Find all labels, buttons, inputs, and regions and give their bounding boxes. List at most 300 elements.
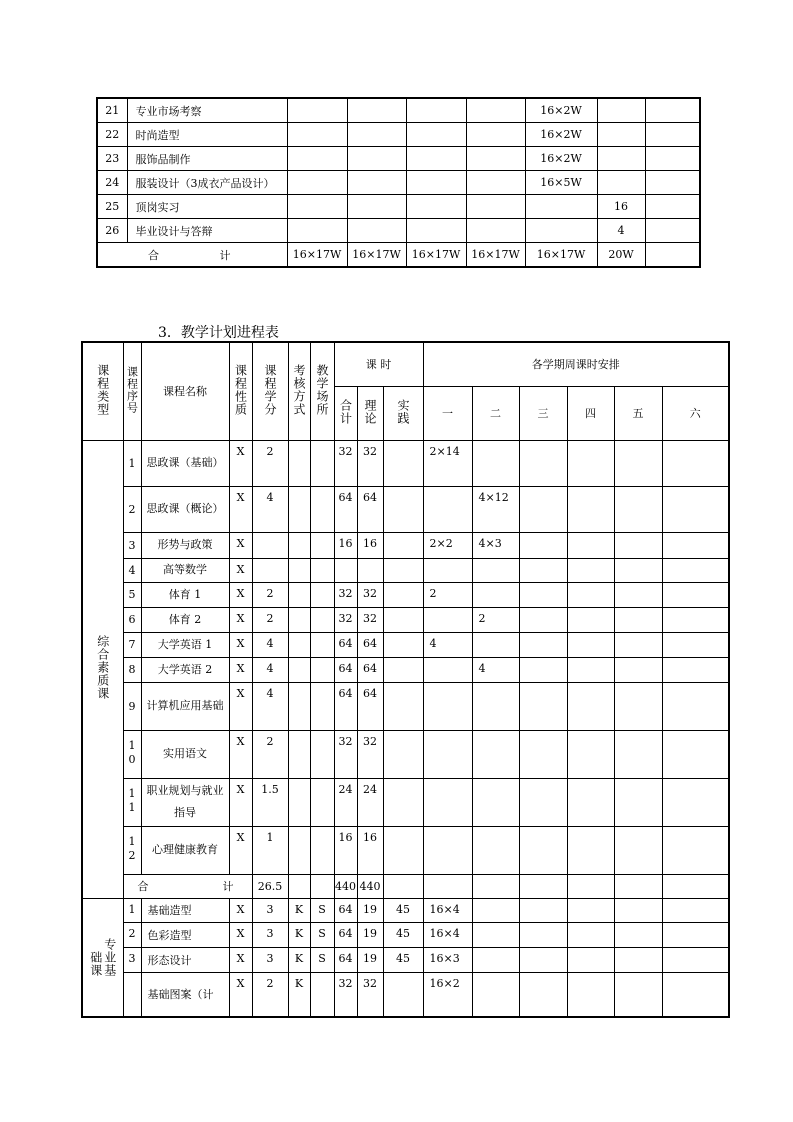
course-nature: X <box>229 947 252 972</box>
total-label-a: 合 <box>148 248 159 262</box>
hours-practice <box>383 607 423 632</box>
semester-6-hours <box>662 947 729 972</box>
course-nature: X <box>229 440 252 486</box>
course-nature: X <box>229 730 252 778</box>
semester-6-hours <box>662 657 729 682</box>
header-semester-3: 三 <box>519 386 567 440</box>
hours-theory: 16 <box>357 532 383 558</box>
semester-3-hours <box>519 922 567 947</box>
table-cell <box>406 98 466 123</box>
exam-method <box>288 682 310 730</box>
teaching-place <box>310 972 334 1017</box>
teaching-place <box>310 607 334 632</box>
table-cell <box>525 219 597 243</box>
semester-1-hours <box>423 657 472 682</box>
hours-total: 32 <box>334 972 357 1017</box>
semester-6-hours <box>662 607 729 632</box>
table-cell: 16 <box>597 195 645 219</box>
exam-method <box>288 558 310 582</box>
table-cell <box>597 123 645 147</box>
table-cell <box>645 98 700 123</box>
hours-practice <box>383 558 423 582</box>
subtotal-row <box>82 874 729 898</box>
hours-practice <box>383 682 423 730</box>
table-cell <box>287 147 347 171</box>
course-seq <box>123 440 141 486</box>
semester-6-hours <box>662 532 729 558</box>
semester-1-hours: 2 <box>423 582 472 607</box>
hours-theory: 32 <box>357 440 383 486</box>
semester-4-hours <box>567 440 614 486</box>
total-cell: 16×17W <box>406 243 466 268</box>
hours-theory: 19 <box>357 898 383 922</box>
course-nature: X <box>229 922 252 947</box>
semester-1-hours <box>423 778 472 826</box>
semester-4-hours <box>567 558 614 582</box>
hours-theory: 64 <box>357 682 383 730</box>
table-cell <box>466 171 525 195</box>
table-cell: 16×2W <box>525 98 597 123</box>
total-cell: 16×17W <box>466 243 525 268</box>
semester-6-hours <box>662 582 729 607</box>
total-cell <box>645 243 700 268</box>
teaching-place <box>310 632 334 657</box>
row-number: 21 <box>97 98 127 123</box>
semester-6-hours <box>662 558 729 582</box>
table-cell <box>466 123 525 147</box>
course-seq <box>123 532 141 558</box>
total-cell: 16×17W <box>525 243 597 268</box>
semester-2-hours <box>472 440 519 486</box>
course-nature: X <box>229 558 252 582</box>
course-seq-text: 7 <box>128 638 136 651</box>
header-hours-total: 合计 <box>334 386 357 440</box>
semester-6-hours <box>662 632 729 657</box>
course-name: 毕业设计与答辩 <box>127 219 287 243</box>
course-seq-text: 5 <box>128 588 136 601</box>
subtotal-semester-6 <box>662 874 729 898</box>
semester-2-hours <box>472 778 519 826</box>
semester-1-hours <box>423 486 472 532</box>
semester-4-hours <box>567 972 614 1017</box>
semester-2-hours <box>472 558 519 582</box>
table-cell <box>597 171 645 195</box>
semester-4-hours <box>567 898 614 922</box>
table-row <box>97 195 700 219</box>
hours-total: 32 <box>334 730 357 778</box>
subtotal-exam <box>288 874 310 898</box>
hours-total: 64 <box>334 947 357 972</box>
group-label-text-a: 专业基 <box>102 937 117 977</box>
course-nature: X <box>229 898 252 922</box>
semester-1-hours: 16×2 <box>423 972 472 1017</box>
semester-3-hours <box>519 682 567 730</box>
table-cell <box>347 123 406 147</box>
semester-3-hours <box>519 440 567 486</box>
semester-2-hours: 4×3 <box>472 532 519 558</box>
course-credit: 2 <box>252 440 288 486</box>
course-seq-text: 9 <box>128 699 136 713</box>
header-course-name: 课程名称 <box>141 342 229 440</box>
table-cell <box>645 171 700 195</box>
semester-5-hours <box>614 778 662 826</box>
table-row <box>82 826 729 874</box>
table-row <box>82 558 729 582</box>
semester-3-hours <box>519 730 567 778</box>
course-seq <box>123 826 141 874</box>
hours-total: 64 <box>334 922 357 947</box>
hours-practice <box>383 440 423 486</box>
course-seq <box>123 682 141 730</box>
total-cell: 16×17W <box>347 243 406 268</box>
table-row <box>82 440 729 486</box>
course-seq-text: 12 <box>125 834 139 863</box>
table-row <box>82 607 729 632</box>
course-nature: X <box>229 486 252 532</box>
subtotal-semester-4 <box>567 874 614 898</box>
course-name: 大学英语 2 <box>141 657 229 682</box>
semester-4-hours <box>567 657 614 682</box>
table-cell <box>406 147 466 171</box>
semester-5-hours <box>614 657 662 682</box>
hours-total <box>334 558 357 582</box>
semester-4-hours <box>567 730 614 778</box>
table-row <box>82 582 729 607</box>
total-cell: 20W <box>597 243 645 268</box>
header-semesters: 各学期周课时安排 <box>423 342 729 386</box>
hours-theory: 32 <box>357 972 383 1017</box>
semester-5-hours <box>614 922 662 947</box>
semester-1-hours: 2×14 <box>423 440 472 486</box>
semester-4-hours <box>567 947 614 972</box>
table-cell <box>347 98 406 123</box>
subtotal-place <box>310 874 334 898</box>
table-cell <box>466 147 525 171</box>
hours-practice <box>383 632 423 657</box>
subtotal-semester-1 <box>423 874 472 898</box>
table-cell <box>347 171 406 195</box>
course-seq-text: 4 <box>128 563 136 577</box>
semester-1-hours: 16×4 <box>423 898 472 922</box>
teaching-place: S <box>310 947 334 972</box>
course-name: 基础造型 <box>141 898 229 922</box>
hours-total: 24 <box>334 778 357 826</box>
course-credit: 4 <box>252 632 288 657</box>
table-cell: 16×2W <box>525 147 597 171</box>
course-credit <box>252 532 288 558</box>
course-seq: 1 <box>123 898 141 922</box>
header-course-seq: 课程序号 <box>123 342 141 440</box>
course-name: 体育 2 <box>141 607 229 632</box>
exam-method <box>288 632 310 657</box>
semester-6-hours <box>662 972 729 1017</box>
semester-5-hours <box>614 898 662 922</box>
course-name: 大学英语 1 <box>141 632 229 657</box>
exam-method <box>288 826 310 874</box>
table-row <box>82 486 729 532</box>
subtotal-semester-3 <box>519 874 567 898</box>
table-row <box>82 632 729 657</box>
course-credit: 3 <box>252 947 288 972</box>
teaching-place: S <box>310 922 334 947</box>
hours-theory <box>357 558 383 582</box>
subtotal-credit: 26.5 <box>252 874 288 898</box>
hours-total: 64 <box>334 632 357 657</box>
hours-practice: 45 <box>383 898 423 922</box>
table-row <box>82 682 729 730</box>
exam-method: K <box>288 922 310 947</box>
semester-4-hours <box>567 582 614 607</box>
semester-6-hours <box>662 486 729 532</box>
table-cell <box>645 147 700 171</box>
course-seq <box>123 607 141 632</box>
hours-total: 16 <box>334 532 357 558</box>
row-number: 23 <box>97 147 127 171</box>
header-hours-theory: 理论 <box>357 386 383 440</box>
header-semester-4: 四 <box>567 386 614 440</box>
hours-theory: 19 <box>357 947 383 972</box>
semester-4-hours <box>567 607 614 632</box>
table-cell <box>406 219 466 243</box>
course-seq <box>123 972 141 1017</box>
course-seq <box>123 657 141 682</box>
table-cell <box>597 147 645 171</box>
subtotal-hours-total: 440 <box>334 874 357 898</box>
semester-1-hours: 4 <box>423 632 472 657</box>
table-cell <box>347 147 406 171</box>
header-semester-5: 五 <box>614 386 662 440</box>
table-cell <box>406 123 466 147</box>
table-row <box>82 922 729 947</box>
course-credit: 2 <box>252 972 288 1017</box>
course-credit: 3 <box>252 922 288 947</box>
semester-3-hours <box>519 582 567 607</box>
table-row <box>97 171 700 195</box>
course-name: 基础图案（计 <box>141 972 229 1017</box>
semester-5-hours <box>614 607 662 632</box>
course-nature: X <box>229 826 252 874</box>
semester-6-hours <box>662 682 729 730</box>
course-name: 心理健康教育 <box>141 826 229 874</box>
semester-5-hours <box>614 532 662 558</box>
course-name: 计算机应用基础 <box>141 682 229 730</box>
semester-4-hours <box>567 532 614 558</box>
row-number: 25 <box>97 195 127 219</box>
header-course-type: 课程类型 <box>82 342 123 440</box>
semester-5-hours <box>614 582 662 607</box>
teaching-place <box>310 730 334 778</box>
subtotal-semester-2 <box>472 874 519 898</box>
hours-practice <box>383 486 423 532</box>
semester-6-hours <box>662 898 729 922</box>
teaching-place <box>310 826 334 874</box>
table-cell <box>466 219 525 243</box>
course-name: 服饰品制作 <box>127 147 287 171</box>
header-exam-method: 考核方式 <box>288 342 310 440</box>
course-credit: 3 <box>252 898 288 922</box>
course-seq: 3 <box>123 947 141 972</box>
course-name: 体育 1 <box>141 582 229 607</box>
teaching-place <box>310 778 334 826</box>
table-cell <box>597 98 645 123</box>
header-semester-2: 二 <box>472 386 519 440</box>
teaching-place <box>310 558 334 582</box>
table-cell <box>287 219 347 243</box>
course-name: 思政课（基础） <box>141 440 229 486</box>
hours-total: 64 <box>334 682 357 730</box>
hours-practice <box>383 826 423 874</box>
course-nature: X <box>229 582 252 607</box>
course-seq <box>123 730 141 778</box>
row-number: 26 <box>97 219 127 243</box>
header-course-credit: 课程学分 <box>252 342 288 440</box>
teaching-place <box>310 440 334 486</box>
exam-method <box>288 657 310 682</box>
course-nature: X <box>229 682 252 730</box>
semester-3-hours <box>519 532 567 558</box>
course-name: 形势与政策 <box>141 532 229 558</box>
semester-4-hours <box>567 486 614 532</box>
group-label-text: 综合素质课 <box>95 635 110 700</box>
course-name: 专业市场考察 <box>127 98 287 123</box>
table-cell <box>287 123 347 147</box>
teaching-plan-table <box>81 341 730 1018</box>
header-semester-6: 六 <box>662 386 729 440</box>
semester-5-hours <box>614 486 662 532</box>
teaching-place <box>310 657 334 682</box>
course-name: 色彩造型 <box>141 922 229 947</box>
table-cell <box>645 123 700 147</box>
semester-3-hours <box>519 826 567 874</box>
table-cell <box>645 195 700 219</box>
course-name: 高等数学 <box>141 558 229 582</box>
table-cell: 16×2W <box>525 123 597 147</box>
exam-method <box>288 607 310 632</box>
semester-2-hours <box>472 898 519 922</box>
subtotal-label-a: 合 <box>137 880 149 893</box>
course-nature: X <box>229 778 252 826</box>
course-credit: 4 <box>252 682 288 730</box>
course-seq: 2 <box>123 922 141 947</box>
semester-5-hours <box>614 730 662 778</box>
course-seq-text: 1 <box>128 456 136 470</box>
semester-4-hours <box>567 778 614 826</box>
table-row <box>97 98 700 123</box>
semester-3-hours <box>519 898 567 922</box>
exam-method <box>288 486 310 532</box>
course-credit: 1 <box>252 826 288 874</box>
semester-6-hours <box>662 778 729 826</box>
header-course-nature: 课程性质 <box>229 342 252 440</box>
semester-5-hours <box>614 682 662 730</box>
table-row <box>82 947 729 972</box>
group-label-professional <box>82 898 123 1017</box>
exam-method <box>288 532 310 558</box>
course-name: 实用语文 <box>141 730 229 778</box>
semester-3-hours <box>519 607 567 632</box>
course-nature: X <box>229 972 252 1017</box>
course-credit: 2 <box>252 730 288 778</box>
hours-practice: 45 <box>383 947 423 972</box>
table-cell: 4 <box>597 219 645 243</box>
table-row <box>82 972 729 1017</box>
course-seq <box>123 582 141 607</box>
course-seq-text: 10 <box>125 738 139 767</box>
course-seq-text: 3 <box>128 538 136 552</box>
semester-2-hours: 4×12 <box>472 486 519 532</box>
hours-theory: 19 <box>357 922 383 947</box>
table-row <box>82 778 729 826</box>
hours-theory: 32 <box>357 607 383 632</box>
hours-practice <box>383 778 423 826</box>
subtotal-semester-5 <box>614 874 662 898</box>
course-seq-text: 6 <box>128 613 136 626</box>
practice-schedule-table <box>96 97 701 268</box>
semester-2-hours <box>472 730 519 778</box>
semester-1-hours: 16×3 <box>423 947 472 972</box>
semester-3-hours <box>519 632 567 657</box>
hours-total: 64 <box>334 486 357 532</box>
total-row <box>97 243 700 268</box>
teaching-place <box>310 682 334 730</box>
exam-method: K <box>288 972 310 1017</box>
row-number: 24 <box>97 171 127 195</box>
table-row <box>82 730 729 778</box>
hours-practice <box>383 657 423 682</box>
teaching-place <box>310 486 334 532</box>
hours-total: 32 <box>334 607 357 632</box>
semester-4-hours <box>567 682 614 730</box>
course-credit <box>252 558 288 582</box>
semester-4-hours <box>567 826 614 874</box>
hours-practice <box>383 972 423 1017</box>
semester-5-hours <box>614 972 662 1017</box>
semester-2-hours <box>472 922 519 947</box>
exam-method <box>288 778 310 826</box>
table-cell <box>525 195 597 219</box>
course-seq <box>123 778 141 826</box>
course-name: 服装设计（3成衣产品设计） <box>127 171 287 195</box>
hours-practice <box>383 582 423 607</box>
table-cell <box>287 171 347 195</box>
table-row <box>97 123 700 147</box>
table-cell <box>347 219 406 243</box>
semester-3-hours <box>519 778 567 826</box>
course-name: 顶岗实习 <box>127 195 287 219</box>
teaching-place <box>310 582 334 607</box>
semester-2-hours <box>472 582 519 607</box>
hours-total: 32 <box>334 582 357 607</box>
course-seq <box>123 632 141 657</box>
course-nature: X <box>229 532 252 558</box>
total-cell: 16×17W <box>287 243 347 268</box>
semester-6-hours <box>662 730 729 778</box>
teaching-place: S <box>310 898 334 922</box>
hours-practice: 45 <box>383 922 423 947</box>
semester-2-hours <box>472 972 519 1017</box>
semester-2-hours <box>472 682 519 730</box>
course-credit: 4 <box>252 657 288 682</box>
semester-6-hours <box>662 922 729 947</box>
course-nature: X <box>229 657 252 682</box>
table-cell <box>466 195 525 219</box>
hours-total: 16 <box>334 826 357 874</box>
table-row <box>82 532 729 558</box>
semester-5-hours <box>614 947 662 972</box>
table-row <box>97 219 700 243</box>
row-number: 22 <box>97 123 127 147</box>
hours-total: 32 <box>334 440 357 486</box>
